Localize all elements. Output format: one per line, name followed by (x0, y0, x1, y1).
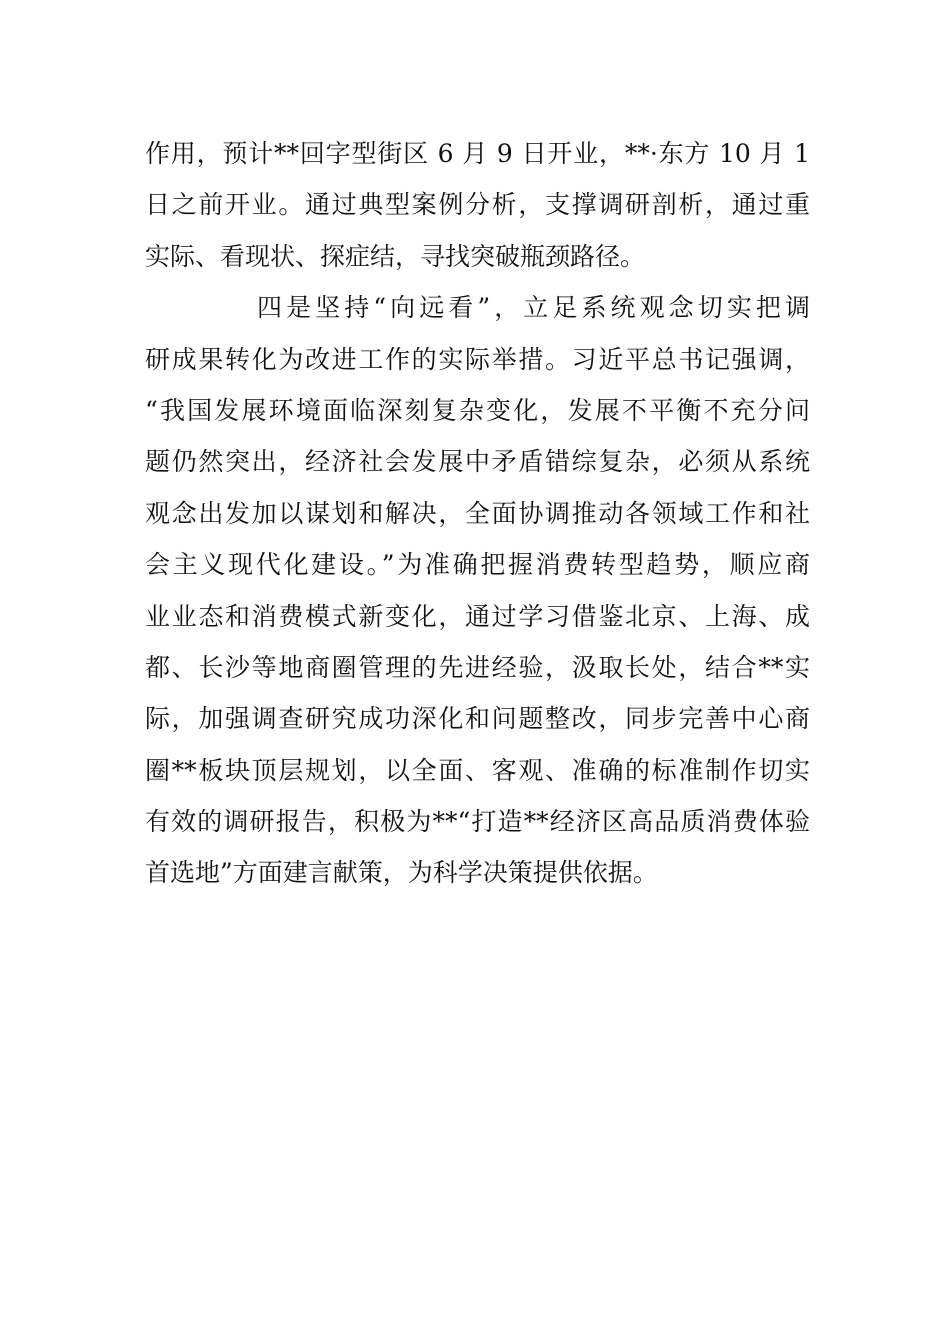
text-line: 日之前开业。通过典型案例分析，支撑调研剖析，通过重 (145, 190, 810, 220)
text-line: 都、长沙等地商圈管理的先进经验，汲取长处，结合**实 (145, 652, 810, 682)
text-line: 题仍然突出，经济社会发展中矛盾错综复杂，必须从系统 (145, 447, 810, 477)
text-line: “我国发展环境面临深刻复杂变化，发展不平衡不充分问 (145, 395, 810, 425)
text-line: 观念出发加以谋划和解决，全面协调推动各领域工作和社 (145, 498, 810, 528)
paragraph-1 (145, 128, 810, 282)
text-line: 业业态和消费模式新变化，通过学习借鉴北京、上海、成 (145, 601, 810, 631)
text-line: 作用，预计**回字型街区 6 月 9 日开业，**·东方 10 月 1 (145, 139, 810, 168)
text-line: 四是坚持“向远看”，立足系统观念切实把调 (257, 293, 810, 323)
text-line: 际，加强调查研究成功深化和问题整改，同步完善中心商 (145, 704, 810, 734)
text-line: 首选地”方面建言献策，为科学决策提供依据。 (145, 858, 658, 888)
text-line: 有效的调研报告，积极为**“打造**经济区高品质消费体验 (145, 807, 810, 837)
document-body (145, 128, 810, 899)
text-line: 研成果转化为改进工作的实际举措。习近平总书记强调， (145, 344, 810, 374)
paragraph-2 (145, 282, 810, 899)
text-line: 圈**板块顶层规划，以全面、客观、准确的标准制作切实 (145, 755, 810, 785)
text-line: 会主义现代化建设。”为准确把握消费转型趋势，顺应商 (145, 550, 810, 580)
text-line: 实际、看现状、探症结，寻找突破瓶颈路径。 (145, 241, 646, 271)
